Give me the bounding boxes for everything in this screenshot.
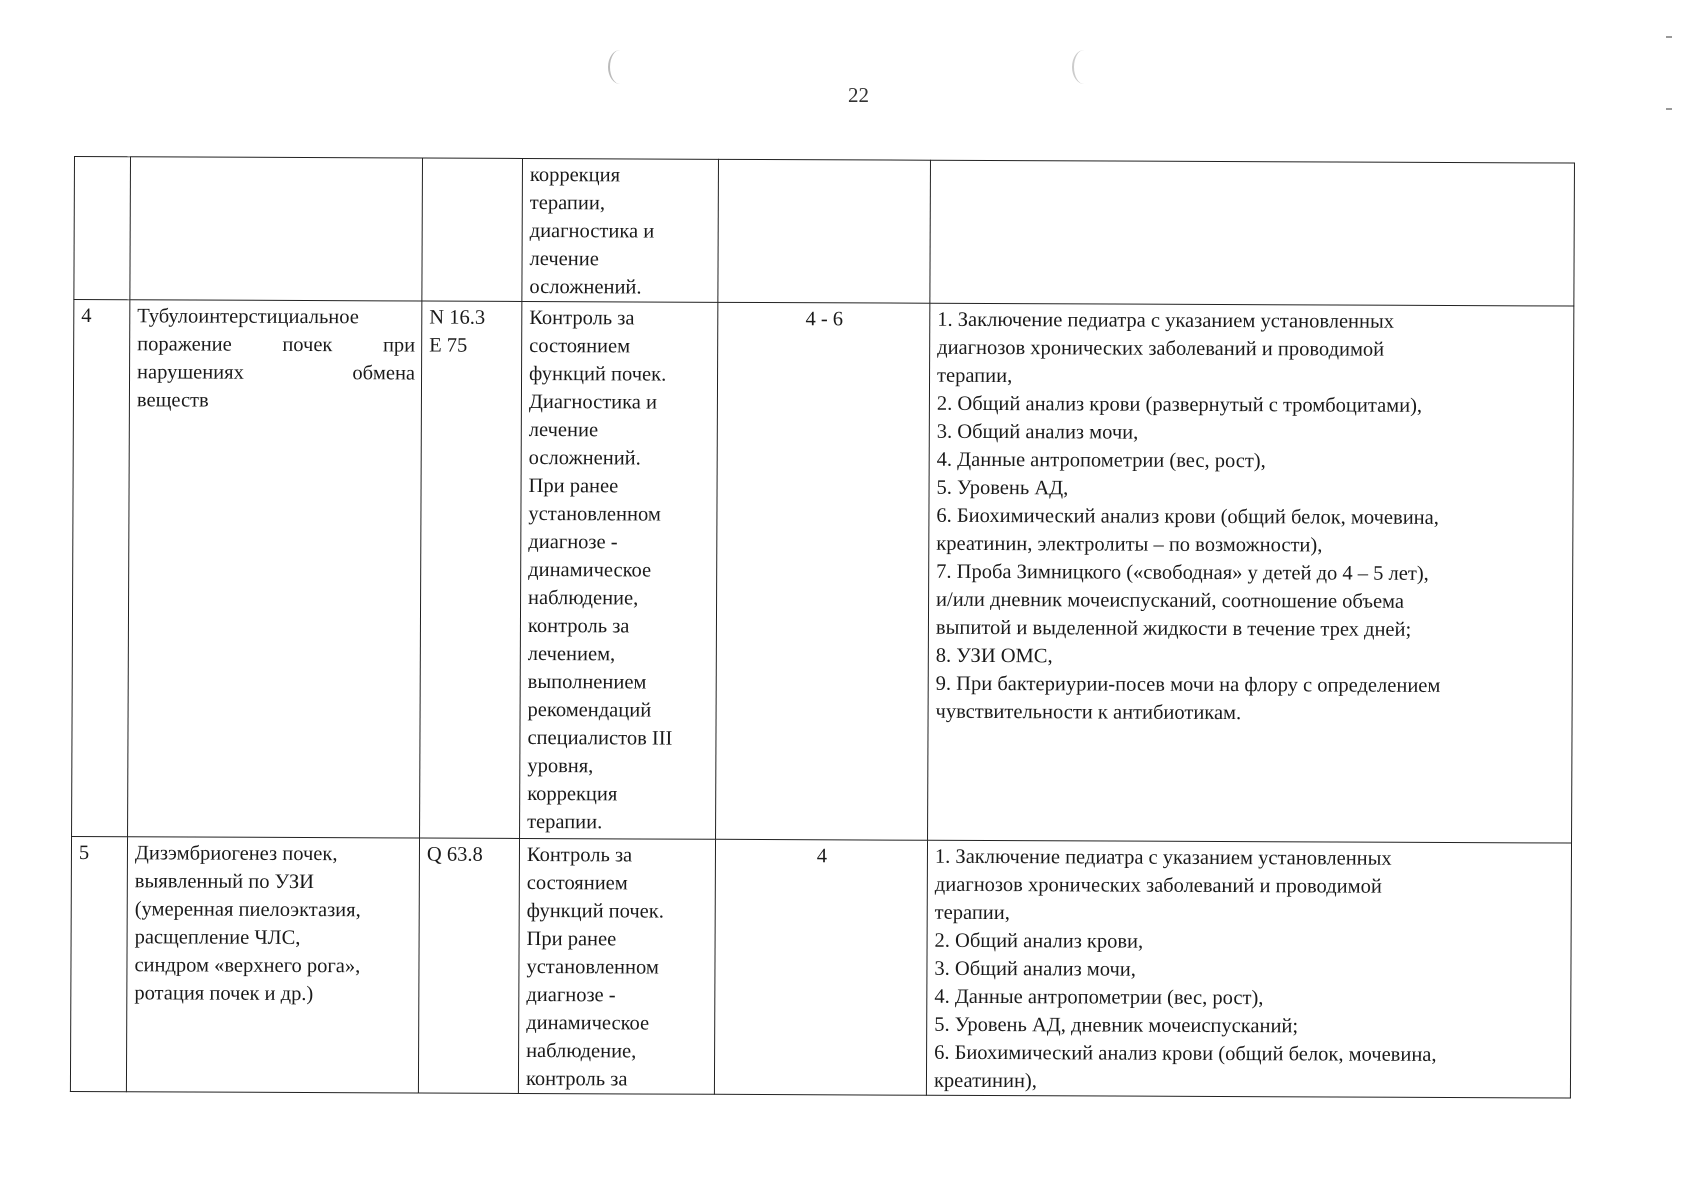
exam-line: 7. Проба Зимницкого («свободная» у детей до 4 – 5 лет), [936, 560, 1429, 585]
exam-line: 8. УЗИ ОМС, [935, 644, 1053, 668]
action-line: коррекция [527, 782, 618, 806]
exam-line: 4. Данные антропометрии (вес, рост), [934, 985, 1264, 1010]
action-line: терапии. [527, 810, 603, 834]
cell-number: 5 [70, 836, 127, 1091]
cell-icd-code [420, 301, 522, 838]
diagnosis-line: Тубулоинтерстициальное [137, 305, 359, 329]
diagnosis-line: выявленный по УЗИ [134, 870, 314, 894]
icd-code-line: E 75 [429, 334, 468, 357]
exam-line: выпитой и выделенной жидкости в течение трех дней; [935, 616, 1412, 641]
diagnosis-line: ротация почек и др.) [134, 982, 314, 1006]
cell-number: 4 [72, 300, 130, 837]
exam-line: 9. При бактериурии-посев мочи на флору с определением [935, 672, 1441, 697]
cell-examinations [928, 303, 1574, 843]
action-line: контроль за [527, 614, 630, 638]
action-line: выполнением [527, 670, 647, 694]
action-line: диагнозе - [526, 983, 616, 1007]
action-line: состоянием [526, 871, 628, 895]
action-line: диагнозе - [528, 530, 618, 554]
cell-frequency: 4 [714, 839, 927, 1095]
table-row [72, 300, 1574, 844]
exam-line: терапии, [934, 901, 1010, 925]
diagnosis-line: Дизэмбриогенез почек, [134, 842, 338, 866]
exam-line: чувствительности к антибиотикам. [935, 700, 1242, 725]
scan-edge-mark [1666, 108, 1672, 110]
exam-line: 6. Биохимический анализ крови (общий белок, мочевина, [934, 1041, 1437, 1066]
cell-diagnosis [130, 157, 423, 301]
diagnosis-line: синдром «верхнего рога», [134, 954, 361, 978]
icd-code-line: N 16.3 [429, 306, 486, 329]
action-line: Контроль за [529, 306, 635, 330]
exam-line: 1. Заключение педиатра с указанием установленных [937, 308, 1395, 333]
action-line: При ранее [528, 474, 619, 498]
cell-number [74, 157, 131, 300]
diagnosis-line: (умеренная пиелоэктазия, [134, 898, 361, 922]
exam-line: и/или дневник мочеиспусканий, соотношение объема [936, 588, 1405, 613]
action-line: динамическое [526, 1011, 650, 1035]
action-line: Контроль за [526, 843, 633, 867]
action-line: осложнений. [529, 275, 642, 299]
exam-line: 6. Биохимический анализ крови (общий белок, мочевина, [936, 504, 1439, 529]
action-line: осложнений. [528, 446, 641, 470]
cell-icd-code [418, 838, 519, 1093]
action-line: установленном [526, 955, 659, 979]
icd-code-line: Q 63.8 [426, 843, 483, 866]
action-line: функций почек. [526, 899, 664, 923]
cell-frequency [718, 159, 931, 303]
table-row-continuation [74, 157, 1575, 307]
action-line: специалистов III [527, 726, 673, 750]
exam-line: 5. Уровень АД, дневник мочеиспусканий; [934, 1013, 1299, 1038]
punch-hole-mark [608, 50, 632, 84]
cell-actions [520, 301, 718, 839]
action-line: коррекция [529, 163, 621, 187]
referral-criteria-table [70, 156, 1575, 1099]
diagnosis-line: поражение почек при [137, 333, 416, 357]
diagnosis-line: расщепление ЧЛС, [134, 926, 301, 949]
action-line: наблюдение, [528, 586, 639, 610]
diagnosis-line: нарушениях обмена [137, 361, 416, 385]
action-line: функций почек. [529, 362, 667, 386]
action-line: состоянием [529, 334, 631, 358]
punch-hole-mark [1072, 50, 1096, 84]
exam-line: диагнозов хронических заболеваний и проводимой [937, 336, 1385, 361]
action-line: Диагностика и [528, 390, 658, 414]
action-line: рекомендаций [527, 698, 652, 722]
cell-frequency: 4 - 6 [716, 302, 930, 840]
exam-line: 5. Уровень АД, [936, 476, 1069, 500]
exam-line: терапии, [937, 364, 1013, 388]
exam-line: 3. Общий анализ мочи, [936, 420, 1139, 444]
exam-line: диагнозов хронических заболеваний и проводимой [934, 873, 1382, 898]
action-line: лечением, [527, 642, 616, 666]
exam-line: 2. Общий анализ крови (развернутый с тромбоцитами), [936, 392, 1423, 417]
cell-examinations [930, 160, 1575, 306]
exam-line: креатинин), [933, 1069, 1037, 1093]
action-line: лечение [528, 418, 599, 442]
action-line: диагностика и [529, 219, 655, 243]
exam-line: креатинин, электролиты – по возможности), [936, 532, 1323, 557]
action-line: динамическое [528, 558, 652, 582]
cell-actions [522, 158, 719, 302]
action-line: лечение [529, 247, 599, 271]
action-line: терапии, [529, 191, 606, 215]
exam-line: 3. Общий анализ мочи, [934, 957, 1136, 981]
page-number: 22 [848, 83, 869, 107]
cell-diagnosis [128, 300, 422, 838]
diagnosis-line: веществ [136, 389, 209, 412]
action-line: При ранее [526, 927, 617, 951]
cell-icd-code [422, 158, 523, 301]
action-line: установленном [528, 502, 661, 526]
cell-examinations [926, 840, 1571, 1098]
table-row [70, 836, 1571, 1098]
action-line: уровня, [527, 754, 594, 778]
exam-line: 1. Заключение педиатра с указанием установленных [934, 845, 1392, 870]
action-line: контроль за [525, 1067, 628, 1091]
cell-actions [518, 838, 715, 1094]
scan-edge-mark [1666, 36, 1672, 38]
cell-diagnosis [126, 837, 419, 1093]
exam-line: 4. Данные антропометрии (вес, рост), [936, 448, 1266, 473]
exam-line: 2. Общий анализ крови, [934, 929, 1144, 953]
action-line: наблюдение, [526, 1039, 637, 1063]
